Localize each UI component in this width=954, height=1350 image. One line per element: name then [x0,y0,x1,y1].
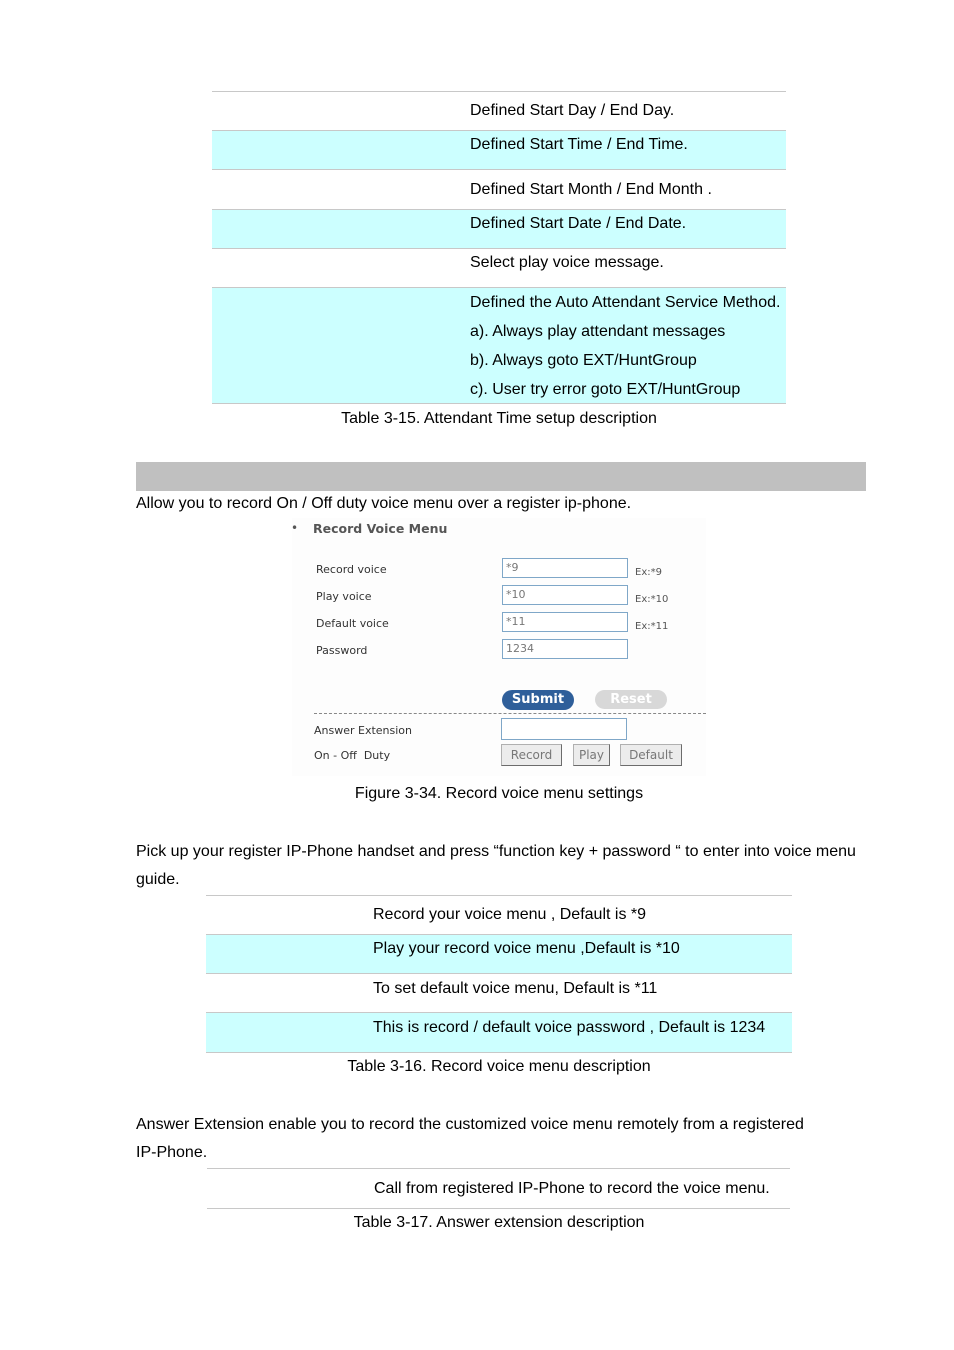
answer-text-line-1: Answer Extension enable you to record the customized voice menu remotely from a registered [136,1116,804,1133]
default-button[interactable]: Default [620,744,682,766]
table-row [212,249,786,288]
row-description: Record your voice menu , Default is *9 [373,906,647,923]
table-row [212,210,786,249]
record-voice-label: Record voice [316,563,387,576]
record-voice-example: Ex:*9 [635,567,662,578]
table-caption: Table 3-16. Record voice menu description [347,1058,651,1075]
row-description [470,294,780,410]
pickup-text-line-1: Pick up your register IP-Phone handset and press “function key + password “ to enter into voice menu [136,843,856,860]
play-button[interactable]: Play [573,744,610,766]
table-caption: Table 3-17. Answer extension description [353,1214,645,1231]
table-row [207,1169,790,1209]
bullet-icon: • [291,521,299,535]
table-row [206,1013,792,1053]
method-line: b). Always goto EXT/HuntGroup [470,352,697,369]
play-voice-input[interactable]: *10 [502,585,628,605]
section-intro: Allow you to record On / Off duty voice menu over a register ip-phone. [136,495,632,512]
table-row [212,92,786,131]
play-voice-example: Ex:*10 [635,594,669,605]
table-row [206,935,792,974]
default-voice-input[interactable]: *11 [502,612,628,632]
row-description: This is record / default voice password , Default is 1234 [373,1019,766,1036]
attendant-time-table [212,91,786,404]
row-description: Defined Start Month / End Month . [470,181,712,198]
row-description: Defined Start Date / End Date. [470,215,687,232]
answer-extension-input[interactable] [501,718,627,740]
password-label: Password [316,644,368,657]
record-voice-menu-panel [292,518,706,776]
table-row [206,896,792,935]
table-row [212,131,786,170]
row-description: Call from registered IP-Phone to record the voice menu. [374,1180,770,1197]
row-description: Play your record voice menu ,Default is *10 [373,940,680,957]
record-voice-table [206,895,792,1053]
onoff-duty-label: On - Off Duty [314,749,391,762]
row-description: Defined Start Time / End Time. [470,136,688,153]
default-voice-label: Default voice [316,617,389,630]
answer-extension-label: Answer Extension [314,724,413,737]
table-caption: Table 3-15. Attendant Time setup description [341,410,657,427]
row-description: Select play voice message. [470,254,664,271]
pickup-text-line-2: guide. [136,871,180,888]
table-row [206,974,792,1013]
record-voice-input[interactable]: *9 [502,558,628,578]
section-heading-bar [136,462,866,491]
row-description: Defined Start Day / End Day. [470,102,675,119]
method-line: c). User try error goto EXT/HuntGroup [470,381,741,398]
answer-text-line-2: IP-Phone. [136,1144,208,1161]
method-line: a). Always play attendant messages [470,323,726,340]
table-row [212,170,786,210]
default-voice-example: Ex:*11 [635,621,669,632]
answer-extension-table [207,1168,790,1209]
submit-button[interactable]: Submit [502,690,574,710]
row-description: To set default voice menu, Default is *11 [373,980,658,997]
figure-caption: Figure 3-34. Record voice menu settings [354,785,644,802]
table-row [212,288,786,404]
reset-button[interactable]: Reset [595,690,667,709]
play-voice-label: Play voice [316,590,372,603]
panel-title: Record Voice Menu [313,521,448,536]
divider [314,713,706,714]
password-input[interactable]: 1234 [502,639,628,659]
method-line: Defined the Auto Attendant Service Method. [470,294,781,311]
record-button[interactable]: Record [501,744,562,766]
